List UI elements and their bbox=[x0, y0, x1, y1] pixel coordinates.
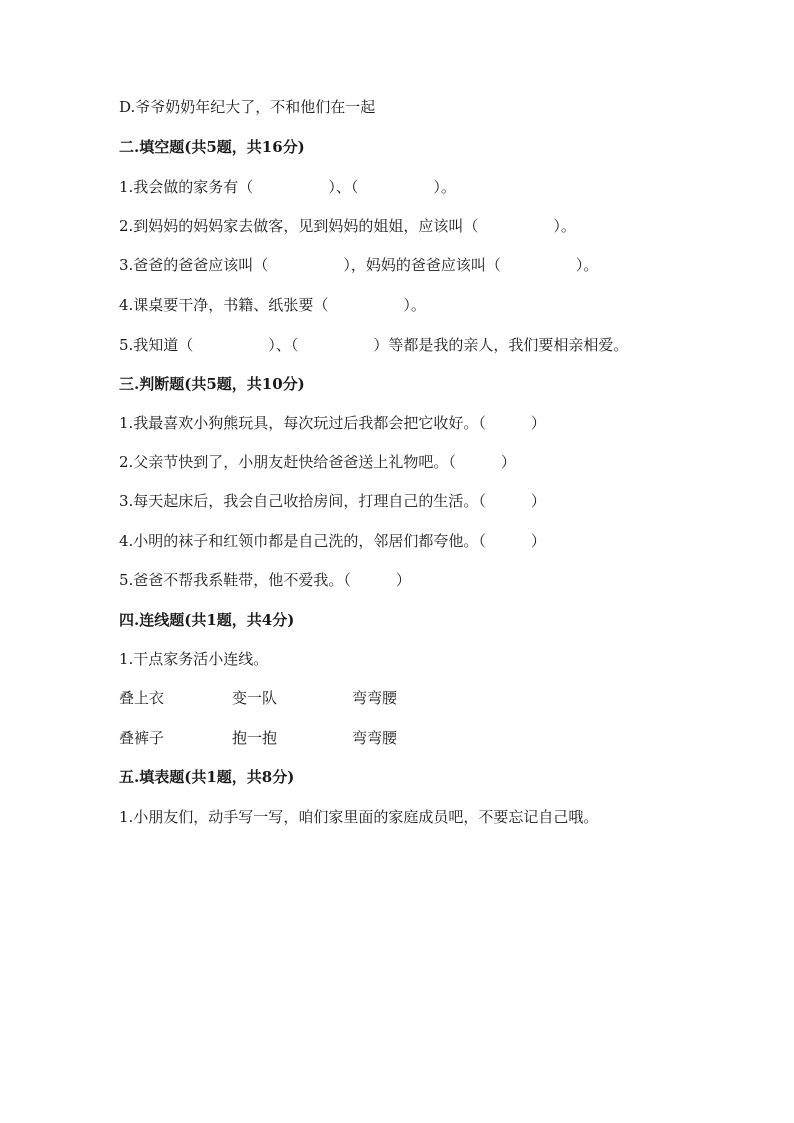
judge-question-2: 2.父亲节快到了，小朋友赶快给爸爸送上礼物吧。（ ） bbox=[119, 453, 516, 471]
match-right-item: 弯弯腰 bbox=[352, 689, 398, 707]
fill-question-5: 5.我知道（ ）、（ ）等都是我的亲人，我们要相亲相爱。 bbox=[119, 336, 629, 354]
match-middle-item: 抱一抱 bbox=[232, 729, 278, 747]
previous-option-d: D.爷爷奶奶年纪大了，不和他们在一起 bbox=[119, 98, 376, 116]
section-5-heading: 五.填表题(共1题，共8分) bbox=[119, 768, 295, 786]
match-middle-item: 变一队 bbox=[232, 689, 278, 707]
match-question-1: 1.干点家务活小连线。 bbox=[119, 650, 269, 668]
match-left-item: 叠裤子 bbox=[119, 729, 165, 747]
section-4-heading: 四.连线题(共1题，共4分) bbox=[119, 611, 295, 629]
fill-question-4: 4.课桌要干净，书籍、纸张要（ ）。 bbox=[119, 296, 426, 314]
section-3-heading: 三.判断题(共5题，共10分) bbox=[119, 375, 305, 393]
table-question-1: 1.小朋友们，动手写一写，咱们家里面的家庭成员吧，不要忘记自己哦。 bbox=[119, 808, 599, 826]
match-left-item: 叠上衣 bbox=[119, 689, 165, 707]
judge-question-5: 5.爸爸不帮我系鞋带，他不爱我。（ ） bbox=[119, 571, 411, 589]
section-2-heading: 二.填空题(共5题，共16分) bbox=[119, 138, 305, 156]
judge-question-4: 4.小明的袜子和红领巾都是自己洗的，邻居们都夸他。（ ） bbox=[119, 532, 546, 550]
fill-question-3: 3.爸爸的爸爸应该叫（ ），妈妈的爸爸应该叫（ ）。 bbox=[119, 256, 599, 274]
match-right-item: 弯弯腰 bbox=[352, 729, 398, 747]
judge-question-1: 1.我最喜欢小狗熊玩具，每次玩过后我都会把它收好。（ ） bbox=[119, 414, 546, 432]
fill-question-2: 2.到妈妈的妈妈家去做客，见到妈妈的姐姐，应该叫（ ）。 bbox=[119, 217, 576, 235]
judge-question-3: 3.每天起床后，我会自己收拾房间，打理自己的生活。（ ） bbox=[119, 492, 546, 510]
fill-question-1: 1.我会做的家务有（ ）、（ ）。 bbox=[119, 178, 456, 196]
